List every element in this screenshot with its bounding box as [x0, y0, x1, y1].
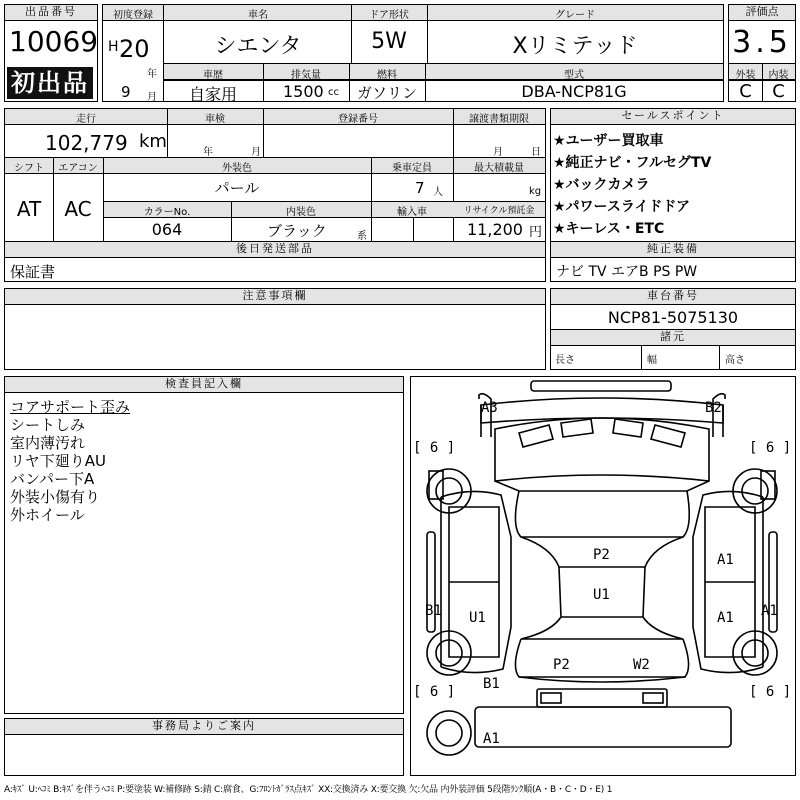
damage-mark: A1	[717, 610, 734, 626]
displacement-unit: cc	[328, 87, 339, 98]
displacement: 1500	[283, 82, 324, 101]
car-name: シエンタ	[214, 34, 302, 59]
reg-no-label: 登録番号	[338, 114, 378, 125]
year-unit: 年	[147, 69, 157, 80]
shift-label: シフト	[14, 163, 44, 174]
insp-year-unit: 年	[203, 147, 213, 158]
recycle-unit: 円	[529, 225, 543, 240]
score-label: 評価点	[729, 5, 795, 21]
lot-box	[4, 4, 98, 102]
damage-mark: U1	[469, 610, 486, 626]
recycle-label: リサイクル預託金	[463, 206, 535, 216]
damage-mark: [ 6 ]	[413, 684, 456, 700]
sales-point: ★純正ナビ・フルセグTV	[553, 155, 712, 171]
transfer-label: 譲渡書類期限	[469, 114, 529, 125]
later-parts-label: 後日発送部品	[5, 242, 545, 258]
damage-mark: P2	[553, 657, 570, 673]
damage-mark: W2	[633, 657, 650, 673]
int-color-suffix: 系	[357, 231, 367, 242]
specs-box	[4, 108, 546, 282]
door-label: ドア形状	[369, 10, 409, 21]
seats-label: 乗車定員	[392, 163, 432, 174]
lot-label: 出品番号	[5, 5, 97, 21]
damage-mark: A3	[481, 400, 498, 416]
damage-mark: U1	[593, 587, 610, 603]
first-reg-label: 初度登録	[113, 10, 153, 21]
load-label: 最大積載量	[474, 163, 524, 174]
damage-mark: B1	[483, 676, 500, 692]
import-label: 輸入車	[397, 207, 427, 218]
damage-mark: P2	[593, 547, 610, 563]
inspector-note: バンパー下A	[10, 470, 95, 488]
era: H	[108, 39, 119, 55]
height-label: 高さ	[725, 355, 745, 366]
chassis-number: NCP81-5075130	[607, 308, 739, 327]
inspector-note: コアサポート歪み	[10, 398, 131, 416]
inspector-label: 検査員記入欄	[5, 377, 403, 393]
office-box	[4, 718, 404, 776]
int-color-label: 内装色	[286, 207, 316, 218]
insp-month-unit: 月	[251, 147, 261, 158]
sales-point: ★パワースライドドア	[553, 199, 691, 215]
later-parts: 保証書	[10, 263, 56, 281]
sales-point: ★バックカメラ	[553, 177, 650, 193]
width-label: 幅	[647, 355, 657, 366]
inspector-note: 室内薄汚れ	[10, 434, 86, 452]
notes-label: 注意事項欄	[5, 289, 545, 305]
office-label: 事務局よりご案内	[5, 719, 403, 735]
model-label: 型式	[564, 70, 584, 81]
damage-mark: [ 6 ]	[749, 684, 792, 700]
damage-mark: B2	[705, 400, 722, 416]
sales-point: ★ユーザー買取車	[553, 133, 664, 149]
inspection-label: 車検	[205, 114, 225, 125]
mileage-unit: km	[139, 131, 167, 152]
sales-point: ★キーレス・ETC	[553, 221, 665, 237]
exterior-score: C	[739, 81, 752, 102]
damage-mark: A1	[717, 552, 734, 568]
fuel: ガソリン	[356, 84, 417, 102]
score: 3.5	[732, 25, 792, 60]
seats: 7	[415, 179, 425, 197]
fuel-label: 燃料	[377, 70, 397, 81]
ac-label: エアコン	[58, 163, 98, 174]
recycle-amount: 11,200	[467, 220, 523, 239]
chassis-label: 車台番号	[551, 289, 795, 305]
legend: A:ｷｽﾞ U:ﾍｺﾐ B:ｷｽﾞを伴うﾍｺﾐ P:要塗装 W:補修跡 S:錆 C:腐食、G:ﾌﾛﾝﾄｶﾞﾗｽ点ｷｽﾞ XX:交換済み X:要交換 欠:欠品 内外装評価 5段階ﾗﾝｸ順(A・B・C・D・E) 1	[4, 785, 613, 795]
shift: AT	[16, 197, 42, 221]
lot-number: 10069	[9, 25, 99, 58]
seats-unit: 人	[433, 187, 443, 198]
mileage: 102,779	[45, 131, 128, 155]
damage-mark: A1	[761, 603, 778, 619]
notes-box	[4, 288, 546, 370]
color-no: 064	[151, 220, 183, 239]
ext-color-label: 外装色	[222, 163, 252, 174]
inspector-box	[4, 376, 404, 714]
load-unit: kg	[529, 186, 542, 197]
sales-points-box	[550, 108, 796, 282]
history-label: 車歴	[203, 70, 223, 81]
door-type: 5W	[371, 29, 407, 54]
chassis-box	[550, 288, 796, 370]
inspector-note: 外ホイール	[10, 506, 85, 524]
interior-score: C	[772, 81, 785, 102]
month-unit: 月	[147, 92, 157, 103]
vehicle-header-box	[102, 4, 724, 102]
car-diagram	[410, 376, 796, 776]
length-label: 長さ	[555, 355, 575, 366]
int-color: ブラック	[267, 222, 327, 240]
first-listing-badge: 初出品	[7, 67, 93, 99]
first-reg-year: 20	[119, 35, 150, 63]
damage-mark: B1	[425, 603, 442, 619]
exterior-label: 外装	[735, 70, 756, 81]
first-reg-month: 9	[121, 83, 131, 101]
grade-label: グレード	[555, 10, 595, 21]
transfer-day-unit: 日	[531, 147, 541, 158]
ac: AC	[64, 197, 92, 221]
inspector-note: リヤ下廻りAU	[10, 452, 106, 470]
model-code: DBA-NCP81G	[521, 82, 627, 101]
car-name-label: 車名	[248, 10, 268, 21]
transfer-month-unit: 月	[493, 147, 503, 158]
mileage-label: 走行	[76, 114, 96, 125]
ext-color: パール	[214, 179, 260, 197]
equipment-label: 純正装備	[551, 242, 795, 258]
equipment: ナビ TV エアB PS PW	[556, 264, 698, 280]
damage-mark: A1	[483, 731, 500, 747]
grade: Xリミテッド	[512, 34, 638, 59]
damage-mark: [ 6 ]	[413, 440, 456, 456]
dims-label: 諸元	[551, 330, 795, 346]
color-no-label: カラーNo.	[143, 207, 191, 218]
history: 自家用	[188, 85, 237, 104]
inspector-note: 外装小傷有り	[10, 488, 101, 506]
car-outline-drawing	[411, 377, 794, 774]
inspector-note: シートしみ	[10, 416, 86, 434]
damage-mark: [ 6 ]	[749, 440, 792, 456]
displacement-label: 排気量	[291, 70, 321, 81]
sales-points-label: セールスポイント	[551, 109, 795, 125]
interior-label: 内装	[768, 70, 789, 81]
score-box	[728, 4, 796, 102]
